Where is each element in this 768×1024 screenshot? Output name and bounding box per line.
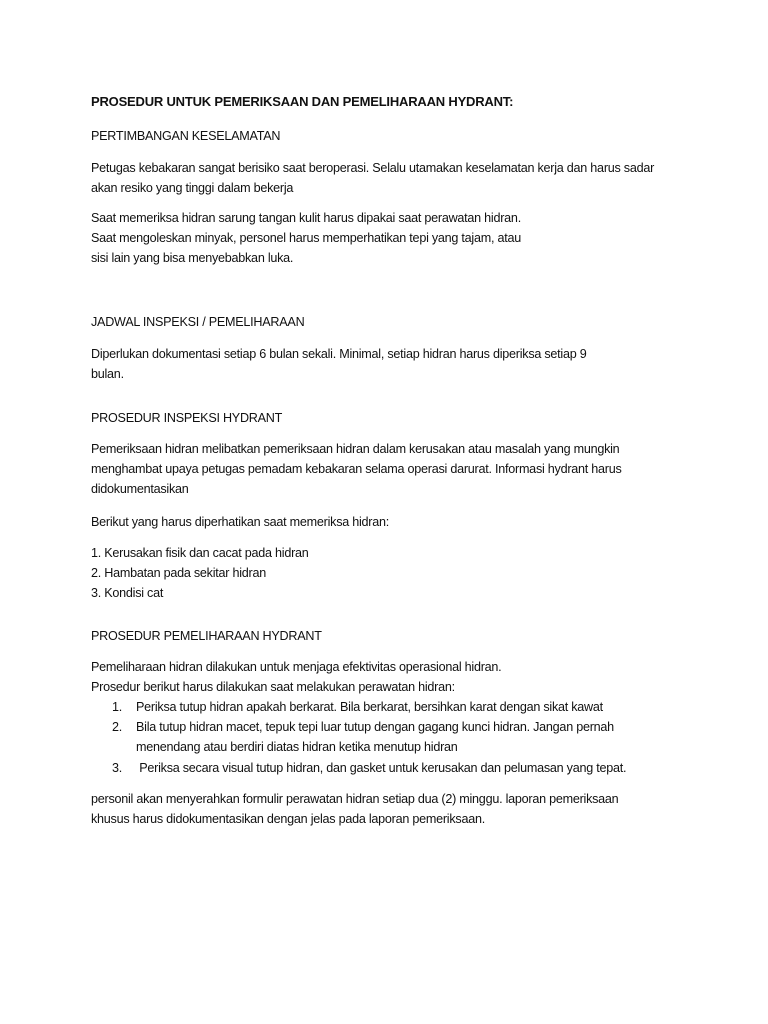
safety-heading: PERTIMBANGAN KESELAMATAN [91,129,281,143]
list-number: 2. [112,720,123,734]
text-line: menghambat upaya petugas pemadam kebakaran selama operasi darurat. Informasi hydrant harus [91,462,622,476]
list-item: 2. Hambatan pada sekitar hidran [91,566,266,580]
maintenance-steps [91,697,691,778]
list-text: Bila tutup hidran macet, tepuk tepi luar tutup dengan gagang kunci hidran. Jangan pernah [136,720,614,734]
text-line: khusus harus didokumentasikan dengan jelas pada laporan pemeriksaan. [91,812,485,826]
document-page [91,92,691,829]
maintenance-heading: PROSEDUR PEMELIHARAAN HYDRANT [91,629,322,643]
list-text: menendang atau berdiri diatas hidran ketika menutup hidran [136,740,458,754]
list-item [91,717,691,737]
text-line: Saat mengoleskan minyak, personel harus memperhatikan tepi yang tajam, atau [91,231,521,245]
text-line: Pemeliharaan hidran dilakukan untuk menjaga efektivitas operasional hidran. [91,660,502,674]
list-item: 1. Kerusakan fisik dan cacat pada hidran [91,546,309,560]
schedule-paragraph [91,344,691,384]
text-line: Saat memeriksa hidran sarung tangan kulit harus dipakai saat perawatan hidran. [91,211,521,225]
list-item [91,758,691,778]
text-line: Prosedur berikut harus dilakukan saat melakukan perawatan hidran: [91,680,455,694]
list-number: 1. [112,700,123,714]
text-line: bulan. [91,367,124,381]
maintenance-closing [91,789,691,829]
list-item [91,697,691,717]
inspection-heading: PROSEDUR INSPEKSI HYDRANT [91,411,283,425]
inspection-paragraph-1 [91,439,691,499]
text-line: Diperlukan dokumentasi setiap 6 bulan sekali. Minimal, setiap hidran harus diperiksa setiap 9 [91,347,587,361]
schedule-heading: JADWAL INSPEKSI / PEMELIHARAAN [91,315,305,329]
safety-paragraph-2 [91,208,691,268]
list-item-continuation [91,737,691,757]
list-text: Periksa tutup hidran apakah berkarat. Bila berkarat, bersihkan karat dengan sikat kawat [136,700,603,714]
maintenance-intro [91,657,691,697]
list-text: Periksa secara visual tutup hidran, dan gasket untuk kerusakan dan pelumasan yang tepat. [136,761,627,775]
text-line: Pemeriksaan hidran melibatkan pemeriksaan hidran dalam kerusakan atau masalah yang mungkin [91,442,620,456]
safety-paragraph-1 [91,158,691,198]
text-line: didokumentasikan [91,482,189,496]
text-line: personil akan menyerahkan formulir perawatan hidran setiap dua (2) minggu. laporan pemeriksaan [91,792,619,806]
inspection-paragraph-2: Berikut yang harus diperhatikan saat memeriksa hidran: [91,515,390,529]
text-line: Petugas kebakaran sangat berisiko saat beroperasi. Selalu utamakan keselamatan kerja dan harus sadar [91,161,655,175]
list-number: 3. [112,761,123,775]
document-title: PROSEDUR UNTUK PEMERIKSAAN DAN PEMELIHARAAN HYDRANT: [91,94,514,109]
text-line: sisi lain yang bisa menyebabkan luka. [91,251,294,265]
inspection-list [91,543,691,603]
list-item: 3. Kondisi cat [91,586,164,600]
text-line: akan resiko yang tinggi dalam bekerja [91,181,294,195]
